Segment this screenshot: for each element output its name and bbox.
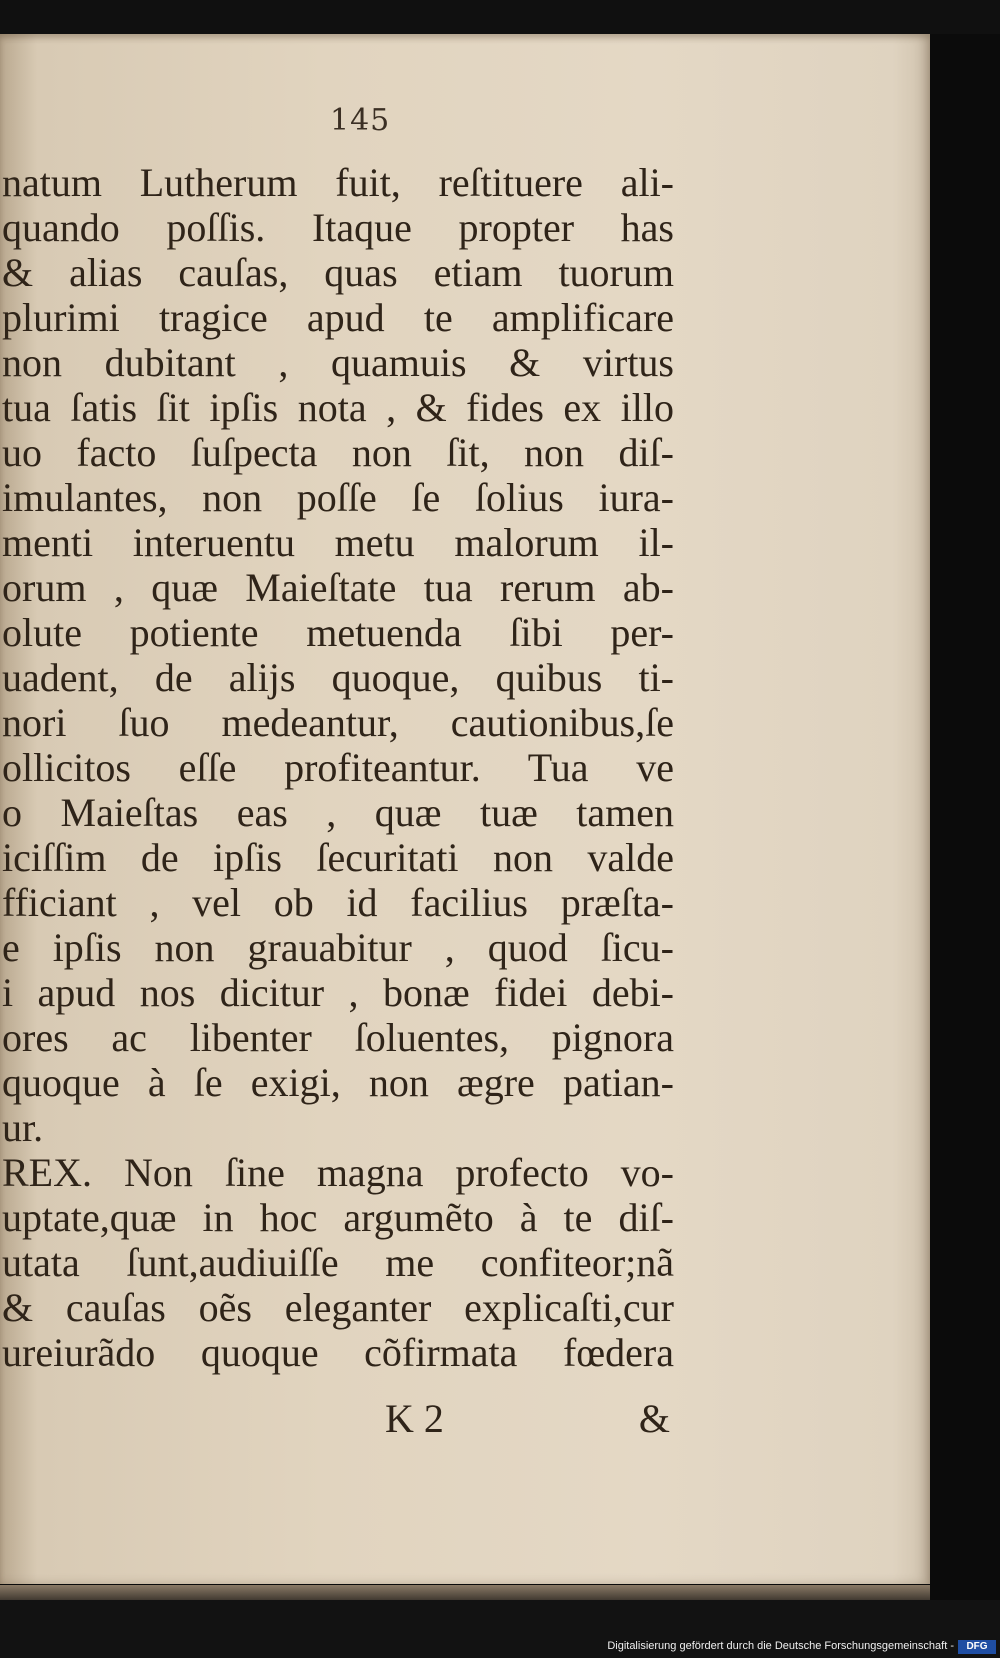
- text-line: tua ſatis ſit ipſis nota , & fides ex illo: [2, 385, 674, 430]
- text-line: utata ſunt,audiuiſſe me confiteor;nã: [2, 1240, 674, 1285]
- page-number: 145: [330, 103, 391, 138]
- text-line: uadent, de alijs quoque, quibus ti-: [2, 655, 674, 700]
- text-line: REX. Non ſine magna profecto vo-: [2, 1150, 674, 1195]
- text-line: imulantes, non poſſe ſe ſolius iura-: [2, 475, 674, 520]
- text-line: non dubitant , quamuis & virtus: [2, 340, 674, 385]
- text-line: quoque à ſe exigi, non ægre patian-: [2, 1060, 674, 1105]
- text-line: ores ac libenter ſoluentes, pignora: [2, 1015, 674, 1060]
- text-line: & cauſas oẽs eleganter explicaſti,cur: [2, 1285, 674, 1330]
- text-line: plurimi tragice apud te amplificare: [2, 295, 674, 340]
- text-line: i apud nos dicitur , bonæ fidei debi-: [2, 970, 674, 1015]
- text-line: e ipſis non grauabitur , quod ſicu-: [2, 925, 674, 970]
- text-line: iciſſim de ipſis ſecuritati non valde: [2, 835, 674, 880]
- text-line: ur.: [2, 1105, 44, 1150]
- text-line: olute potiente metuenda ſibi per-: [2, 610, 674, 655]
- dfg-logo: DFG: [958, 1640, 996, 1654]
- digitization-credit: Digitalisierung gefördert durch die Deutsche Forschungsgemeinschaft -: [607, 1640, 954, 1652]
- text-line: uptate,quæ in hoc argumẽto à te diſ-: [2, 1195, 674, 1240]
- catchword: &: [638, 1396, 670, 1441]
- text-line: uo facto ſuſpecta non ſit, non diſ-: [2, 430, 674, 475]
- text-line: nori ſuo medeantur, cautionibus,ſe: [2, 700, 674, 745]
- text-line: fficiant , vel ob id facilius præſta-: [2, 880, 674, 925]
- signature-mark: K 2: [385, 1396, 444, 1441]
- text-line: orum , quæ Maieſtate tua rerum ab-: [2, 565, 674, 610]
- text-line: natum Lutherum fuit, reſtituere ali-: [2, 160, 674, 205]
- text-line: o Maieſtas eas , quæ tuæ tamen: [2, 790, 674, 835]
- text-line: & alias cauſas, quas etiam tuorum: [2, 250, 674, 295]
- body-text: [2, 160, 674, 1375]
- text-line: quando poſſis. Itaque propter has: [2, 205, 674, 250]
- text-line: menti interuentu metu malorum il-: [2, 520, 674, 565]
- text-line: ureiurãdo quoque cõfirmata fœdera: [2, 1330, 674, 1375]
- scan-top-border: [0, 0, 1000, 34]
- text-line: ollicitos eſſe profiteantur. Tua ve: [2, 745, 674, 790]
